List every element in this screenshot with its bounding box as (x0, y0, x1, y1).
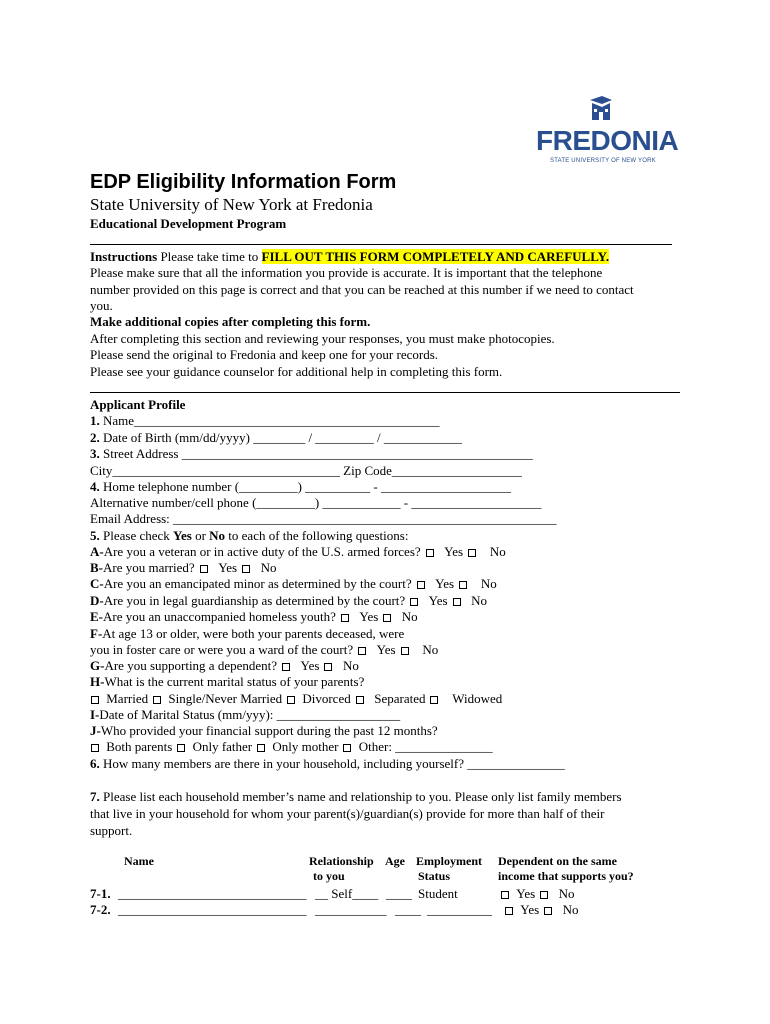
instructions-pre: Please take time to (157, 249, 262, 264)
marital-married-label: Married (106, 691, 149, 706)
question-h-options (86, 691, 502, 707)
city-zip-field[interactable]: City___________________________________ Zip Code____________________ (90, 463, 522, 478)
row-7-1-no-label: No (558, 886, 575, 901)
q6-number: 6. (90, 756, 100, 771)
row-7-1-yes-checkbox[interactable] (501, 891, 509, 899)
qf-text: At age 13 or older, were both your parents deceased, were (102, 626, 405, 641)
qf-yes-checkbox[interactable] (358, 647, 366, 655)
street-address-field[interactable] (90, 446, 533, 462)
row-7-1-age-field[interactable]: ____ (386, 886, 412, 901)
q3-number: 3. (90, 446, 100, 461)
qe-no-label: No (401, 609, 418, 624)
q5-pre: Please check (99, 528, 174, 543)
q6-text: How many members are there in your household, including yourself? _______________ (99, 756, 565, 771)
marital-single-label: Single/Never Married (168, 691, 283, 706)
fredonia-building-icon (588, 96, 614, 122)
instructions-line (90, 249, 609, 265)
qf-no-label: No (422, 642, 439, 657)
qe-letter: E- (90, 609, 103, 624)
row-7-2-relationship-field[interactable]: ___________ (315, 902, 387, 917)
logo-wordmark: FREDONIA (536, 125, 679, 156)
q7-line-1 (90, 789, 622, 805)
question-h (90, 674, 364, 690)
copies-heading: Make additional copies after completing this form. (90, 314, 371, 329)
qa-no-label: No (489, 544, 506, 559)
accuracy-line-3: you. (90, 298, 113, 313)
marital-divorced-label: Divorced (302, 691, 351, 706)
q7-line-3: support. (90, 823, 133, 838)
marital-separated-checkbox[interactable] (356, 696, 364, 704)
question-f (90, 626, 404, 642)
row-7-2-yes-checkbox[interactable] (505, 907, 513, 915)
col-relationship-header: Relationship (309, 854, 374, 868)
qd-text: Are you in legal guardianship as determined by the court? (103, 593, 406, 608)
q7-number: 7. (90, 789, 100, 804)
col-age-header: Age (385, 854, 405, 868)
send-line: Please send the original to Fredonia and keep one for your records. (90, 347, 439, 362)
qf-text-2: you in foster care or were you a ward of the court? (90, 642, 354, 657)
qi-letter: I- (90, 707, 100, 722)
marital-widowed-checkbox[interactable] (430, 696, 438, 704)
qi-text: Date of Marital Status (mm/yyy): ___________________ (99, 707, 401, 722)
qb-no-label: No (260, 560, 277, 575)
qd-no-label: No (471, 593, 487, 608)
qd-letter: D- (90, 593, 104, 608)
qb-letter: B- (90, 560, 103, 575)
program-name: Educational Development Program (90, 216, 287, 231)
name-field[interactable] (90, 413, 440, 429)
marital-separated-label: Separated (374, 691, 426, 706)
qa-no-checkbox[interactable] (468, 549, 476, 557)
question-g (90, 658, 359, 674)
col-name-header: Name (124, 854, 154, 868)
qg-yes-checkbox[interactable] (282, 663, 290, 671)
col-employment-header: Employment (416, 854, 482, 868)
qe-text: Are you an unaccompanied homeless youth? (103, 609, 336, 624)
accuracy-line-1: Please make sure that all the information you provide is accurate. It is important that the telephone (90, 265, 603, 280)
qb-yes-checkbox[interactable] (200, 565, 208, 573)
household-count-field[interactable] (90, 756, 565, 772)
col-employment-header-2: Status (418, 869, 451, 883)
instructions-highlight: FILL OUT THIS FORM COMPLETELY AND CAREFULLY. (261, 249, 610, 264)
qa-yes-label: Yes (444, 544, 464, 559)
qb-no-checkbox[interactable] (242, 565, 250, 573)
q7-line-2: that live in your household for whom your parent(s)/guardian(s) provide for more than half of their (90, 806, 605, 821)
form-title: EDP Eligibility Information Form (90, 171, 397, 193)
row-7-1-no-checkbox[interactable] (540, 891, 548, 899)
row-7-2-employment-field[interactable]: __________ (427, 902, 492, 917)
support-other-label: Other: _______________ (358, 739, 493, 754)
q5-or: or (191, 528, 210, 543)
qd-no-checkbox[interactable] (453, 598, 461, 606)
question-d (90, 593, 487, 609)
home-phone-field[interactable] (90, 479, 511, 495)
q7-text-1: Please list each household member’s name and relationship to you. Please only list family members (99, 789, 622, 804)
row-7-1-number: 7-1. (90, 886, 111, 901)
support-other-checkbox[interactable] (343, 744, 351, 752)
question-b (90, 560, 277, 576)
divider-top (90, 244, 672, 245)
qa-text: Are you a veteran or in active duty of the U.S. armed forces? (103, 544, 421, 559)
qf-letter: F- (90, 626, 103, 641)
qe-yes-label: Yes (359, 609, 379, 624)
col-relationship-header-2: to you (313, 869, 345, 883)
row-7-2-name-field[interactable]: _____________________________ (118, 902, 307, 917)
qh-letter: H- (90, 674, 105, 689)
qd-yes-label: Yes (428, 593, 448, 608)
marital-widowed-label: Widowed (452, 691, 503, 706)
after-line: After completing this section and reviewing your responses, you must make photocopies. (90, 331, 555, 346)
q5-number: 5. (90, 528, 100, 543)
qg-no-label: No (342, 658, 359, 673)
qg-letter: G- (90, 658, 105, 673)
logo-tagline: STATE UNIVERSITY OF NEW YORK (550, 158, 656, 164)
qa-yes-checkbox[interactable] (426, 549, 434, 557)
q4-number: 4. (90, 479, 100, 494)
support-father-label: Only father (192, 739, 253, 754)
form-subtitle: State University of New York at Fredonia (90, 195, 373, 214)
qg-text: Are you supporting a dependent? (104, 658, 278, 673)
q5-no: No (209, 528, 226, 543)
qj-text: Who provided your financial support during the past 12 months? (100, 723, 438, 738)
qa-letter: A- (90, 544, 104, 559)
row-7-1-yes-label: Yes (516, 886, 536, 901)
row-7-2-yes-label: Yes (520, 902, 540, 917)
guidance-line: Please see your guidance counselor for additional help in completing this form. (90, 364, 503, 379)
row-7-1-name-field[interactable]: _____________________________ (118, 886, 307, 901)
question-c (90, 576, 497, 592)
question-j (90, 723, 438, 739)
row-7-2-no-label: No (562, 902, 579, 917)
fredonia-logo (536, 96, 679, 166)
qh-text: What is the current marital status of your parents? (104, 674, 365, 689)
qc-letter: C- (90, 576, 104, 591)
divider-bottom (90, 392, 680, 393)
accuracy-line-2: number provided on this page is correct and that you can be reached at this number if we need to contact (90, 282, 634, 297)
qc-no-label: No (480, 576, 497, 591)
qc-yes-checkbox[interactable] (417, 581, 425, 589)
instructions-label: Instructions (90, 249, 158, 264)
qg-no-checkbox[interactable] (324, 663, 332, 671)
marital-divorced-checkbox[interactable] (287, 696, 295, 704)
qb-yes-label: Yes (218, 560, 238, 575)
qj-letter: J- (90, 723, 101, 738)
marital-married-checkbox[interactable] (91, 696, 99, 704)
q1-number: 1. (90, 413, 100, 428)
qf-no-checkbox[interactable] (401, 647, 409, 655)
support-both-label: Both parents (106, 739, 173, 754)
qf-yes-label: Yes (376, 642, 396, 657)
row-7-1-employment[interactable]: Student (418, 886, 458, 901)
support-both-checkbox[interactable] (91, 744, 99, 752)
q3-text: Street Address ______________________________________________________ (99, 446, 533, 461)
support-mother-label: Only mother (272, 739, 339, 754)
support-father-checkbox[interactable] (177, 744, 185, 752)
row-7-1-dependent (496, 886, 575, 902)
q5-post: to each of the following questions: (225, 528, 409, 543)
qb-text: Are you married? (103, 560, 195, 575)
support-mother-checkbox[interactable] (257, 744, 265, 752)
email-field[interactable]: Email Address: ___________________________________________________________ (90, 511, 557, 526)
row-7-2-number: 7-2. (90, 902, 111, 917)
marital-single-checkbox[interactable] (153, 696, 161, 704)
qc-no-checkbox[interactable] (459, 581, 467, 589)
row-7-1-relationship[interactable]: __ Self____ (315, 886, 379, 901)
q2-text: Date of Birth (mm/dd/yyyy) ________ / _________ / ____________ (99, 430, 462, 445)
qg-yes-label: Yes (300, 658, 320, 673)
qd-yes-checkbox[interactable] (410, 598, 418, 606)
row-7-2-no-checkbox[interactable] (544, 907, 552, 915)
question-a (90, 544, 506, 560)
q1-text: Name_______________________________________________ (99, 413, 440, 428)
question-f-cont (90, 642, 438, 658)
qe-yes-checkbox[interactable] (341, 614, 349, 622)
question-e (90, 609, 418, 625)
col-dependent-header-2: income that supports you? (498, 869, 634, 883)
qc-text: Are you an emancipated minor as determined by the court? (103, 576, 412, 591)
col-dependent-header: Dependent on the same (498, 854, 617, 868)
row-7-2-dependent (500, 902, 579, 918)
qc-yes-label: Yes (435, 576, 455, 591)
question-j-options (86, 739, 493, 755)
q5-instruction (90, 528, 408, 544)
q2-number: 2. (90, 430, 100, 445)
dob-field[interactable] (90, 430, 462, 446)
q4-text: Home telephone number (_________) __________ - ____________________ (99, 479, 512, 494)
row-7-2-age-field[interactable]: ____ (395, 902, 421, 917)
alt-phone-field[interactable]: Alternative number/cell phone (_________) ____________ - ____________________ (90, 495, 542, 510)
qe-no-checkbox[interactable] (383, 614, 391, 622)
applicant-profile-heading: Applicant Profile (90, 397, 186, 412)
question-i[interactable] (90, 707, 400, 723)
q5-yes: Yes (173, 528, 192, 543)
